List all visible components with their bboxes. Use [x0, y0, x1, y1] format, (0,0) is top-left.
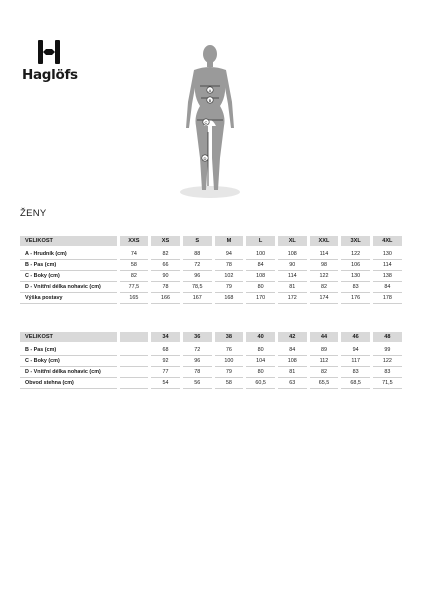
figure-left-arm	[186, 70, 196, 128]
table-cell: 77	[150, 367, 182, 378]
table-cell: 78	[213, 260, 245, 271]
header-cell: 40	[245, 332, 277, 344]
table-cell: 108	[276, 248, 308, 260]
table-cell: 94	[340, 344, 372, 356]
table-cell	[118, 344, 150, 356]
table-cell: 63	[276, 378, 308, 389]
table-cell: 83	[372, 367, 404, 378]
table-cell: 71,5	[372, 378, 404, 389]
table-cell: 78	[181, 367, 213, 378]
row-label: B - Pas (cm)	[20, 260, 118, 271]
table-cell: 82	[150, 248, 182, 260]
table-row	[20, 293, 403, 304]
table-cell: 100	[213, 356, 245, 367]
table-cell: 90	[276, 260, 308, 271]
table-cell: 89	[308, 344, 340, 356]
table-cell: 174	[308, 293, 340, 304]
header-cell: XL	[276, 236, 308, 248]
table-cell: 82	[308, 367, 340, 378]
table-cell: 79	[213, 367, 245, 378]
header-cell: XXL	[308, 236, 340, 248]
table-cell: 122	[372, 356, 404, 367]
table-cell: 66	[150, 260, 182, 271]
section-title: ŽENY	[20, 208, 47, 219]
table-cell: 74	[118, 248, 150, 260]
table-cell: 104	[245, 356, 277, 367]
table-cell: 130	[372, 248, 404, 260]
row-label: D - Vnitřní délka nohavic (cm)	[20, 367, 118, 378]
row-label: D - Vnitřní délka nohavic (cm)	[20, 282, 118, 293]
table-cell: 96	[181, 356, 213, 367]
header-cell: VELIKOST	[20, 236, 118, 248]
table-cell: 80	[245, 367, 277, 378]
table-cell: 68	[150, 344, 182, 356]
header-cell: 3XL	[340, 236, 372, 248]
table-cell: 114	[308, 248, 340, 260]
row-label: A - Hrudník (cm)	[20, 248, 118, 260]
svg-text:C: C	[204, 120, 208, 125]
marker-c	[203, 119, 209, 125]
table-cell: 108	[245, 271, 277, 282]
table-row	[20, 260, 403, 271]
table-cell: 172	[276, 293, 308, 304]
table-cell: 84	[276, 344, 308, 356]
table-cell: 94	[213, 248, 245, 260]
header-cell: 34	[150, 332, 182, 344]
table-row	[20, 271, 403, 282]
table-row	[20, 282, 403, 293]
table-cell: 167	[181, 293, 213, 304]
table-cell: 90	[150, 271, 182, 282]
table-cell: 80	[245, 282, 277, 293]
svg-text:D: D	[203, 156, 207, 161]
figure-right-arm	[224, 70, 234, 128]
table-cell: 68,5	[340, 378, 372, 389]
table-cell: 84	[245, 260, 277, 271]
header-cell: 36	[181, 332, 213, 344]
table-row	[20, 344, 403, 356]
table-cell: 122	[308, 271, 340, 282]
table-cell: 99	[372, 344, 404, 356]
table-cell: 79	[213, 282, 245, 293]
header-cell: XS	[150, 236, 182, 248]
marker-b	[207, 97, 213, 103]
table-cell: 76	[213, 344, 245, 356]
header-cell: XXS	[118, 236, 150, 248]
table-cell: 78,5	[181, 282, 213, 293]
table-cell: 65,5	[308, 378, 340, 389]
figure-head	[203, 45, 217, 63]
svg-text:B: B	[208, 98, 212, 103]
table-row	[20, 356, 403, 367]
table-cell: 98	[308, 260, 340, 271]
row-label: C - Boky (cm)	[20, 271, 118, 282]
table-cell: 166	[150, 293, 182, 304]
table-cell: 58	[213, 378, 245, 389]
table-cell: 81	[276, 282, 308, 293]
header-cell	[118, 332, 150, 344]
row-label: Výška postavy	[20, 293, 118, 304]
row-label: Obvod stehna (cm)	[20, 378, 118, 389]
header-cell: S	[181, 236, 213, 248]
table-cell: 54	[150, 378, 182, 389]
table-cell: 112	[308, 356, 340, 367]
header-cell: VELIKOST	[20, 332, 118, 344]
header-cell: M	[213, 236, 245, 248]
table-cell: 82	[118, 271, 150, 282]
table-cell: 117	[340, 356, 372, 367]
figure-right-leg	[212, 126, 224, 190]
table-row	[20, 248, 403, 260]
row-label: C - Boky (cm)	[20, 356, 118, 367]
table-cell: 178	[372, 293, 404, 304]
row-label: B - Pas (cm)	[20, 344, 118, 356]
table-cell	[118, 378, 150, 389]
table-row	[20, 378, 403, 389]
body-measurement-figure	[180, 40, 240, 210]
table-cell: 80	[245, 344, 277, 356]
header-cell: 4XL	[372, 236, 404, 248]
table-cell: 60,5	[245, 378, 277, 389]
table-cell: 114	[372, 260, 404, 271]
header-cell: 46	[340, 332, 372, 344]
brand-name: Haglöfs	[22, 67, 78, 83]
table-cell: 56	[181, 378, 213, 389]
table-cell: 92	[150, 356, 182, 367]
table-cell: 84	[372, 282, 404, 293]
table-cell	[118, 367, 150, 378]
table-cell: 83	[340, 367, 372, 378]
table-cell: 138	[372, 271, 404, 282]
brand-logo	[22, 40, 92, 83]
table-cell: 114	[276, 271, 308, 282]
table-cell: 58	[118, 260, 150, 271]
svg-text:A: A	[208, 88, 212, 93]
table-cell: 81	[276, 367, 308, 378]
table-row	[20, 367, 403, 378]
table-cell: 122	[340, 248, 372, 260]
header-cell: 38	[213, 332, 245, 344]
haglofs-h-icon	[36, 40, 62, 64]
table-cell: 176	[340, 293, 372, 304]
table-header-row	[20, 236, 403, 248]
table-cell: 72	[181, 344, 213, 356]
header-cell: L	[245, 236, 277, 248]
header-cell: 44	[308, 332, 340, 344]
table-cell: 130	[340, 271, 372, 282]
table-cell	[118, 356, 150, 367]
marker-a	[207, 87, 213, 93]
marker-d	[202, 155, 208, 161]
table-cell: 88	[181, 248, 213, 260]
table-cell: 83	[340, 282, 372, 293]
table-cell: 77,5	[118, 282, 150, 293]
table-cell: 100	[245, 248, 277, 260]
table-cell: 170	[245, 293, 277, 304]
table-cell: 165	[118, 293, 150, 304]
header-cell: 48	[372, 332, 404, 344]
table-cell: 96	[181, 271, 213, 282]
table-cell: 82	[308, 282, 340, 293]
table-cell: 168	[213, 293, 245, 304]
table-cell: 72	[181, 260, 213, 271]
figure-floor-shadow	[180, 186, 240, 198]
table-cell: 108	[276, 356, 308, 367]
table-cell: 102	[213, 271, 245, 282]
table-header-row	[20, 332, 403, 344]
size-table-numeric	[20, 332, 405, 389]
table-cell: 106	[340, 260, 372, 271]
header-cell: 42	[276, 332, 308, 344]
size-table-letter	[20, 236, 405, 304]
table-cell: 78	[150, 282, 182, 293]
